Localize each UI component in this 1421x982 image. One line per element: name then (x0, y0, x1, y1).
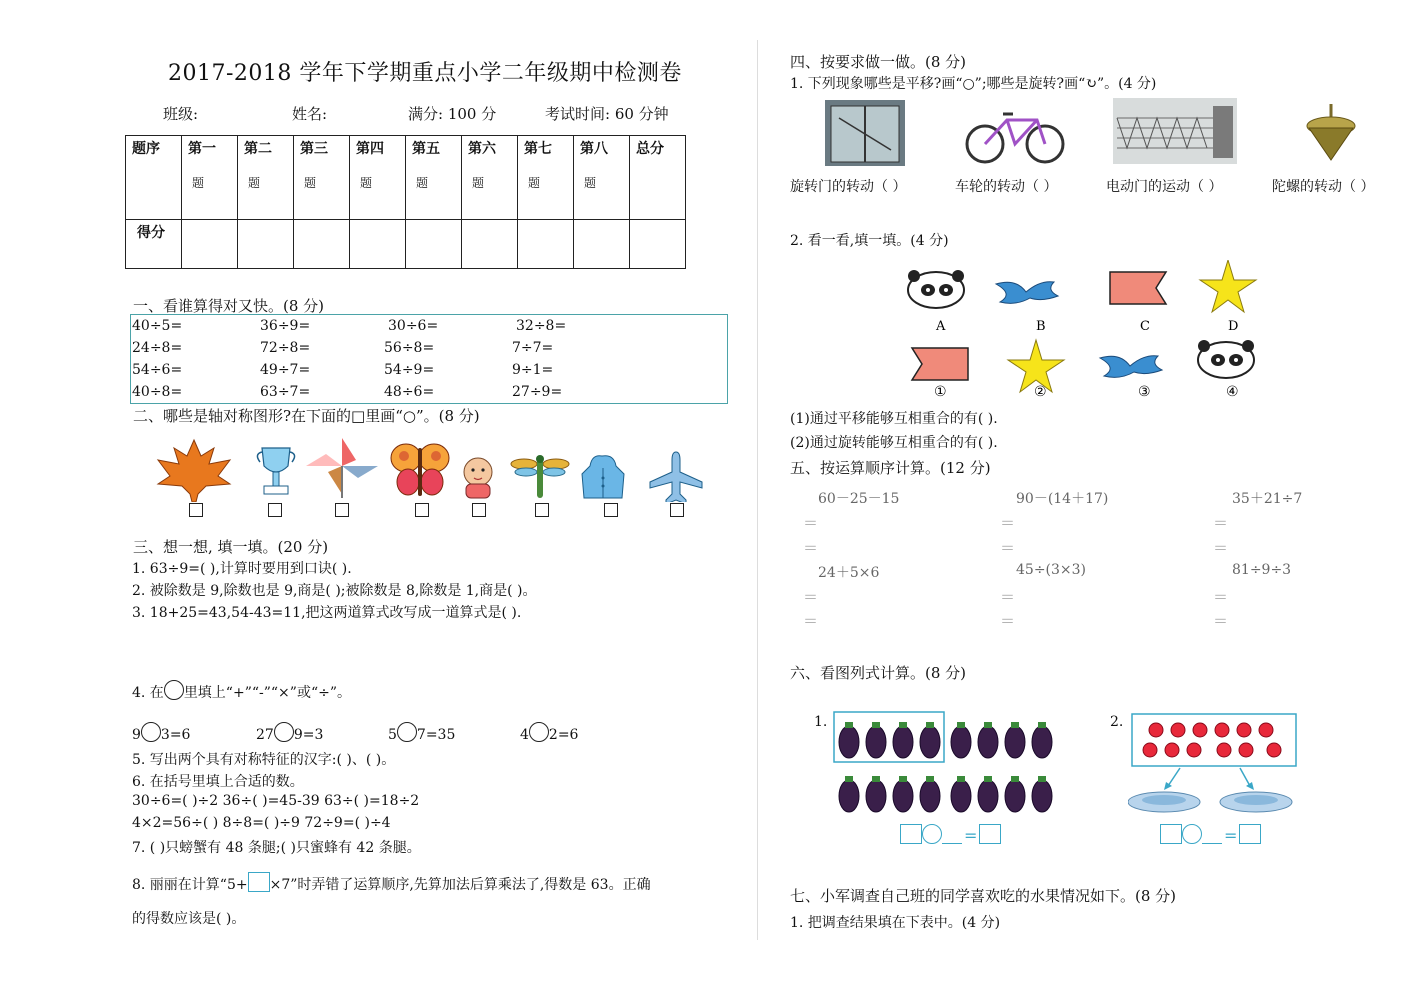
equals-sign: ＝ (803, 588, 819, 606)
calc-item: 27÷9= (512, 384, 563, 400)
answer-square-icon[interactable] (1202, 825, 1222, 844)
calc-item: 54÷9= (384, 362, 435, 378)
operator-item[interactable]: 5 7=35 (388, 722, 455, 743)
table-cell: 第八 题 (574, 136, 630, 220)
score-cell[interactable] (238, 220, 294, 269)
problem-1-label: 1. (814, 714, 828, 730)
baby-icon (464, 458, 492, 498)
calc-item: 7÷7= (512, 340, 554, 356)
equals-sign: ＝ (1000, 612, 1016, 630)
operator-circle-icon (164, 680, 184, 700)
equals-sign: ＝ (803, 612, 819, 630)
equals-sign: ＝ (1000, 539, 1016, 557)
eggplant-icon (1005, 726, 1025, 758)
symmetry-checkbox[interactable] (189, 503, 203, 517)
score-cell[interactable] (350, 220, 406, 269)
score-cell[interactable] (630, 220, 686, 269)
answer-square-icon[interactable] (900, 824, 922, 844)
eggplant-icon (920, 726, 940, 758)
blank-translation: (1)通过平移能够互相重合的有( ). (790, 411, 998, 427)
equals-sign: ＝ (803, 539, 819, 557)
class-label: 班级: (163, 105, 199, 123)
eggplant-icon (951, 726, 971, 758)
score-cell[interactable] (294, 220, 350, 269)
section1-heading: 一、看谁算得对又快。(8 分) (133, 297, 325, 315)
table-cell: 第四 题 (350, 136, 406, 220)
operator-circle-icon[interactable] (529, 722, 549, 742)
expression: 24＋5×6 (818, 565, 880, 581)
operator-circle-icon[interactable] (141, 722, 161, 742)
expression: 90－(14＋17) (1016, 491, 1109, 507)
operator-item[interactable]: 4 2=6 (520, 722, 578, 743)
answer-square-icon[interactable] (1239, 824, 1261, 844)
answer-template-1[interactable]: = (900, 824, 1001, 845)
table-cell: 第一 题 (182, 136, 238, 220)
motion-label: 旋转门的转动（ ） (790, 179, 907, 195)
figure-label: ④ (1226, 384, 1239, 400)
star-icon (1200, 260, 1256, 312)
table-cell: 第六 题 (462, 136, 518, 220)
column-divider (757, 40, 758, 940)
calc-item: 54÷6= (132, 362, 183, 378)
answer-square-icon[interactable] (1160, 824, 1182, 844)
equals-sign: ＝ (803, 514, 819, 532)
expression: 35＋21÷7 (1232, 491, 1303, 507)
motion-label: 电动门的运动（ ） (1106, 179, 1223, 195)
motion-label: 陀螺的转动（ ） (1272, 179, 1375, 195)
eggplant-icon (893, 780, 913, 812)
symmetry-checkbox[interactable] (604, 503, 618, 517)
symmetry-checkbox[interactable] (535, 503, 549, 517)
bicycle-icon (967, 114, 1063, 162)
eggplant-icon (1032, 726, 1052, 758)
calc-item: 30÷6= (388, 318, 439, 334)
equals-sign: ＝ (1000, 514, 1016, 532)
symmetry-checkbox[interactable] (268, 503, 282, 517)
expression: 45÷(3×3) (1016, 562, 1087, 578)
revolving-door-icon (825, 100, 905, 166)
section3-heading: 三、想一想, 填一填。(20 分) (133, 538, 329, 556)
maple-leaf-icon (158, 440, 230, 502)
calc-item: 36÷9= (260, 318, 311, 334)
table-cell: 第二 题 (238, 136, 294, 220)
question-6-line1: 30÷6=( )÷2 36÷( )=45-39 63÷( )=18÷2 (132, 793, 420, 809)
table-cell: 第七 题 (518, 136, 574, 220)
eggplant-icon (839, 780, 859, 812)
eggplant-icon (920, 780, 940, 812)
pentagon-tag-icon (1110, 272, 1166, 304)
butterfly-icon (391, 444, 449, 496)
question-2: 2. 被除数是 9,除数也是 9,商是( );被除数是 8,除数是 1,商是( )。 (132, 583, 537, 599)
motion-photos (825, 98, 1385, 168)
equals-sign: ＝ (1000, 588, 1016, 606)
section6-heading: 六、看图列式计算。(8 分) (790, 664, 967, 682)
eggplant-icon (1032, 780, 1052, 812)
symmetry-checkbox[interactable] (670, 503, 684, 517)
eggplant-group (830, 708, 1070, 814)
dragonfly-icon (511, 455, 569, 498)
score-cell[interactable] (574, 220, 630, 269)
calc-item: 24÷8= (132, 340, 183, 356)
answer-template-2[interactable]: = (1160, 824, 1261, 845)
bird-icon (1100, 356, 1162, 378)
operator-item[interactable]: 9 3=6 (132, 722, 190, 743)
airplane-icon (650, 452, 702, 502)
table-cell: 第三 题 (294, 136, 350, 220)
operator-circle-icon[interactable] (274, 722, 294, 742)
calc-item: 40÷8= (132, 384, 183, 400)
figure-label: B (1036, 319, 1046, 334)
answer-square-icon[interactable] (942, 825, 962, 844)
panda-icon (908, 270, 964, 308)
eggplant-icon (978, 780, 998, 812)
raincoat-icon (582, 456, 624, 498)
question-7: 7. ( )只螃蟹有 48 条腿;( )只蜜蜂有 42 条腿。 (132, 840, 421, 856)
strawberry-group (1128, 710, 1300, 822)
equals-sign: ＝ (1213, 539, 1229, 557)
symmetry-checkbox[interactable] (472, 503, 486, 517)
operator-circle-icon[interactable] (922, 824, 942, 844)
eggplant-icon (866, 780, 886, 812)
expression: 81÷9÷3 (1232, 562, 1292, 578)
equals-sign: ＝ (1213, 588, 1229, 606)
problem-2-label: 2. (1110, 714, 1124, 730)
calc-item: 63÷7= (260, 384, 311, 400)
figure-label: ③ (1138, 384, 1151, 400)
eggplant-icon (839, 726, 859, 758)
question-8: 8. 丽丽在计算“5+ ×7”时弄错了运算顺序,先算加法后算乘法了,得数是 63。正确 (132, 872, 651, 894)
calc-item: 49÷7= (260, 362, 311, 378)
calc-item: 32÷8= (516, 318, 567, 334)
bird-icon (996, 282, 1058, 304)
question-3: 3. 18+25=43,54-43=11,把这两道算式改写成一道算式是( ). (132, 605, 522, 621)
section2-heading: 二、哪些是轴对称图形?在下面的□里画“○”。(8 分) (133, 407, 480, 425)
section7-question-1: 1. 把调查结果填在下表中。(4 分) (790, 915, 1001, 931)
section4-question-1: 1. 下列现象哪些是平移?画“○”;哪些是旋转?画“↻”。(4 分) (790, 76, 1157, 92)
eggplant-icon (893, 726, 913, 758)
calc-item: 72÷8= (260, 340, 311, 356)
table-cell: 第五 题 (406, 136, 462, 220)
question-6-line2: 4×2=56÷( ) 8÷8=( )÷9 72÷9=( )÷4 (132, 815, 391, 831)
operator-circle-icon[interactable] (1182, 824, 1202, 844)
blank-rotation: (2)通过旋转能够互相重合的有( ). (790, 435, 998, 451)
operator-circle-icon[interactable] (397, 722, 417, 742)
score-cell[interactable] (518, 220, 574, 269)
score-cell[interactable] (462, 220, 518, 269)
page-title: 2017-2018 学年下学期重点小学二年级期中检测卷 (168, 61, 682, 86)
symmetry-figures (150, 436, 710, 502)
full-score: 满分: 100 分 (408, 105, 497, 123)
pinwheel-icon (306, 438, 378, 498)
question-1: 1. 63÷9=( ),计算时要用到口诀( ). (132, 561, 352, 577)
name-label: 姓名: (292, 105, 328, 123)
operator-item[interactable]: 27 9=3 (256, 722, 323, 743)
pentagon-tag-icon (912, 348, 968, 380)
motion-label: 车轮的转动（ ） (955, 179, 1058, 195)
expression: 60－25－15 (818, 491, 900, 507)
calc-item: 40÷5= (132, 318, 183, 334)
table-cell: 总分 (630, 136, 686, 220)
figure-label: ② (1034, 384, 1047, 400)
electric-gate-icon (1113, 98, 1237, 164)
calc-item: 56÷8= (384, 340, 435, 356)
score-table (125, 135, 686, 269)
symmetry-checkbox[interactable] (335, 503, 349, 517)
eggplant-icon (866, 726, 886, 758)
section4-question-2: 2. 看一看,填一填。(4 分) (790, 233, 949, 249)
figure-label: ① (934, 384, 947, 400)
transform-figures (900, 260, 1260, 400)
section7-heading: 七、小军调查自己班的同学喜欢吃的水果情况如下。(8 分) (790, 887, 1177, 905)
spinning-top-icon (1307, 104, 1355, 160)
figure-label: D (1228, 319, 1239, 334)
panda-icon (1198, 340, 1254, 378)
eggplant-icon (1005, 780, 1025, 812)
equals-sign: ＝ (1213, 612, 1229, 630)
symmetry-checkbox[interactable] (415, 503, 429, 517)
score-cell[interactable] (406, 220, 462, 269)
question-8-line2: 的得数应该是( )。 (132, 911, 246, 927)
eggplant-icon (951, 780, 971, 812)
figure-label: A (936, 319, 946, 334)
score-cell[interactable] (182, 220, 238, 269)
calc-item: 48÷6= (384, 384, 435, 400)
answer-square-icon[interactable] (248, 872, 270, 892)
section4-heading: 四、按要求做一做。(8 分) (790, 53, 967, 71)
eggplant-icon (978, 726, 998, 758)
exam-time: 考试时间: 60 分钟 (545, 105, 669, 123)
equals-sign: ＝ (1213, 514, 1229, 532)
row-label: 题序 (126, 136, 182, 220)
answer-square-icon[interactable] (979, 824, 1001, 844)
figure-label: C (1140, 319, 1150, 334)
question-6: 6. 在括号里填上合适的数。 (132, 774, 304, 790)
question-5: 5. 写出两个具有对称特征的汉字:( )、( )。 (132, 752, 396, 768)
section5-heading: 五、按运算顺序计算。(12 分) (790, 459, 991, 477)
calc-item: 9÷1= (512, 362, 554, 378)
row-label: 得分 (126, 220, 182, 269)
question-4: 4. 在 里填上“+”“-”“×”或“÷”。 (132, 680, 351, 702)
trophy-icon (257, 448, 294, 494)
